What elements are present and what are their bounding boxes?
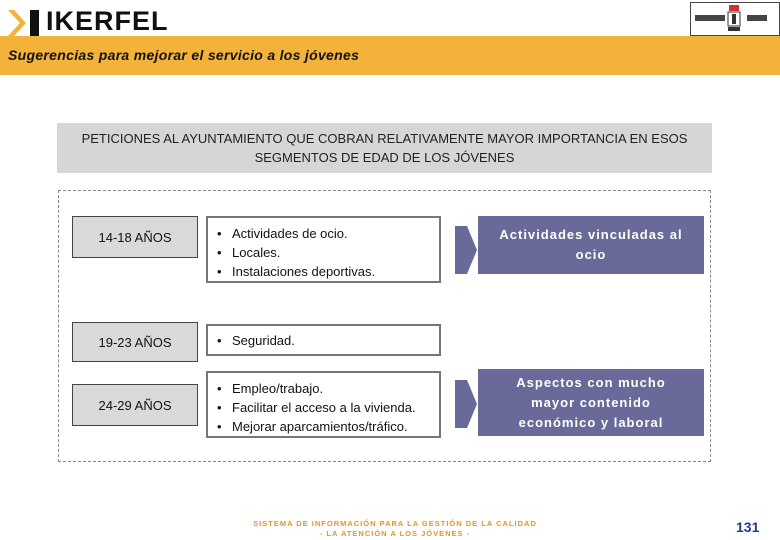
petitions-list-19-23 [206, 324, 441, 356]
banner-text: PETICIONES AL AYUNTAMIENTO QUE COBRAN RELATIVAMENTE MAYOR IMPORTANCIA EN ESOS SEGMENTOS DE EDAD DE LOS JÓVENES [81, 131, 688, 165]
age-segment-24-29 [72, 384, 198, 426]
result-box-leisure [478, 216, 704, 274]
footer-line1: SISTEMA DE INFORMACIÓN PARA LA GESTIÓN DE LA CALIDAD [253, 519, 537, 528]
age-segment-19-23 [72, 322, 198, 362]
result-box-economic [478, 369, 704, 436]
page-title: Sugerencias para mejorar el servicio a los jóvenes [8, 47, 360, 63]
footer-line2: - LA ATENCIÓN A LOS JÓVENES - [319, 529, 471, 538]
age-label: 24-29 AÑOS [98, 397, 172, 413]
result-text: Actividades vinculadas al ocio [499, 227, 683, 262]
ayuntamiento-crest-icon [727, 5, 741, 32]
petitions-list-14-18 [206, 216, 441, 283]
partner-logo-label-right [747, 15, 767, 21]
age-segment-14-18 [72, 216, 198, 258]
ikerfel-logo [4, 4, 174, 38]
age-label: 14-18 AÑOS [98, 229, 172, 245]
partner-logo-label-left [695, 15, 725, 21]
petition-item: • Facilitar el acceso a la vivienda. [216, 398, 431, 417]
petition-item: • Mejorar aparcamientos/tráfico. [216, 417, 431, 436]
petition-item: • Locales. [216, 243, 431, 262]
petition-item: • Actividades de ocio. [216, 224, 431, 243]
page-number: 131 [736, 519, 760, 535]
ayuntamiento-logo [690, 2, 780, 36]
ikerfel-chevron-icon [8, 10, 42, 36]
right-arrow-icon [455, 380, 477, 428]
right-arrow-icon [455, 226, 477, 274]
petition-item: • Instalaciones deportivas. [216, 262, 431, 281]
header-band [0, 36, 780, 75]
petitions-list-24-29 [206, 371, 441, 438]
age-label: 19-23 AÑOS [98, 334, 172, 350]
result-text: Aspectos con mucho mayor contenido económico y laboral [516, 374, 666, 430]
petition-item: • Seguridad. [216, 331, 431, 350]
logo-text: IKERFEL [46, 6, 169, 36]
petition-item: • Empleo/trabajo. [216, 379, 431, 398]
footer-text [230, 519, 560, 539]
petitions-banner [57, 123, 712, 173]
